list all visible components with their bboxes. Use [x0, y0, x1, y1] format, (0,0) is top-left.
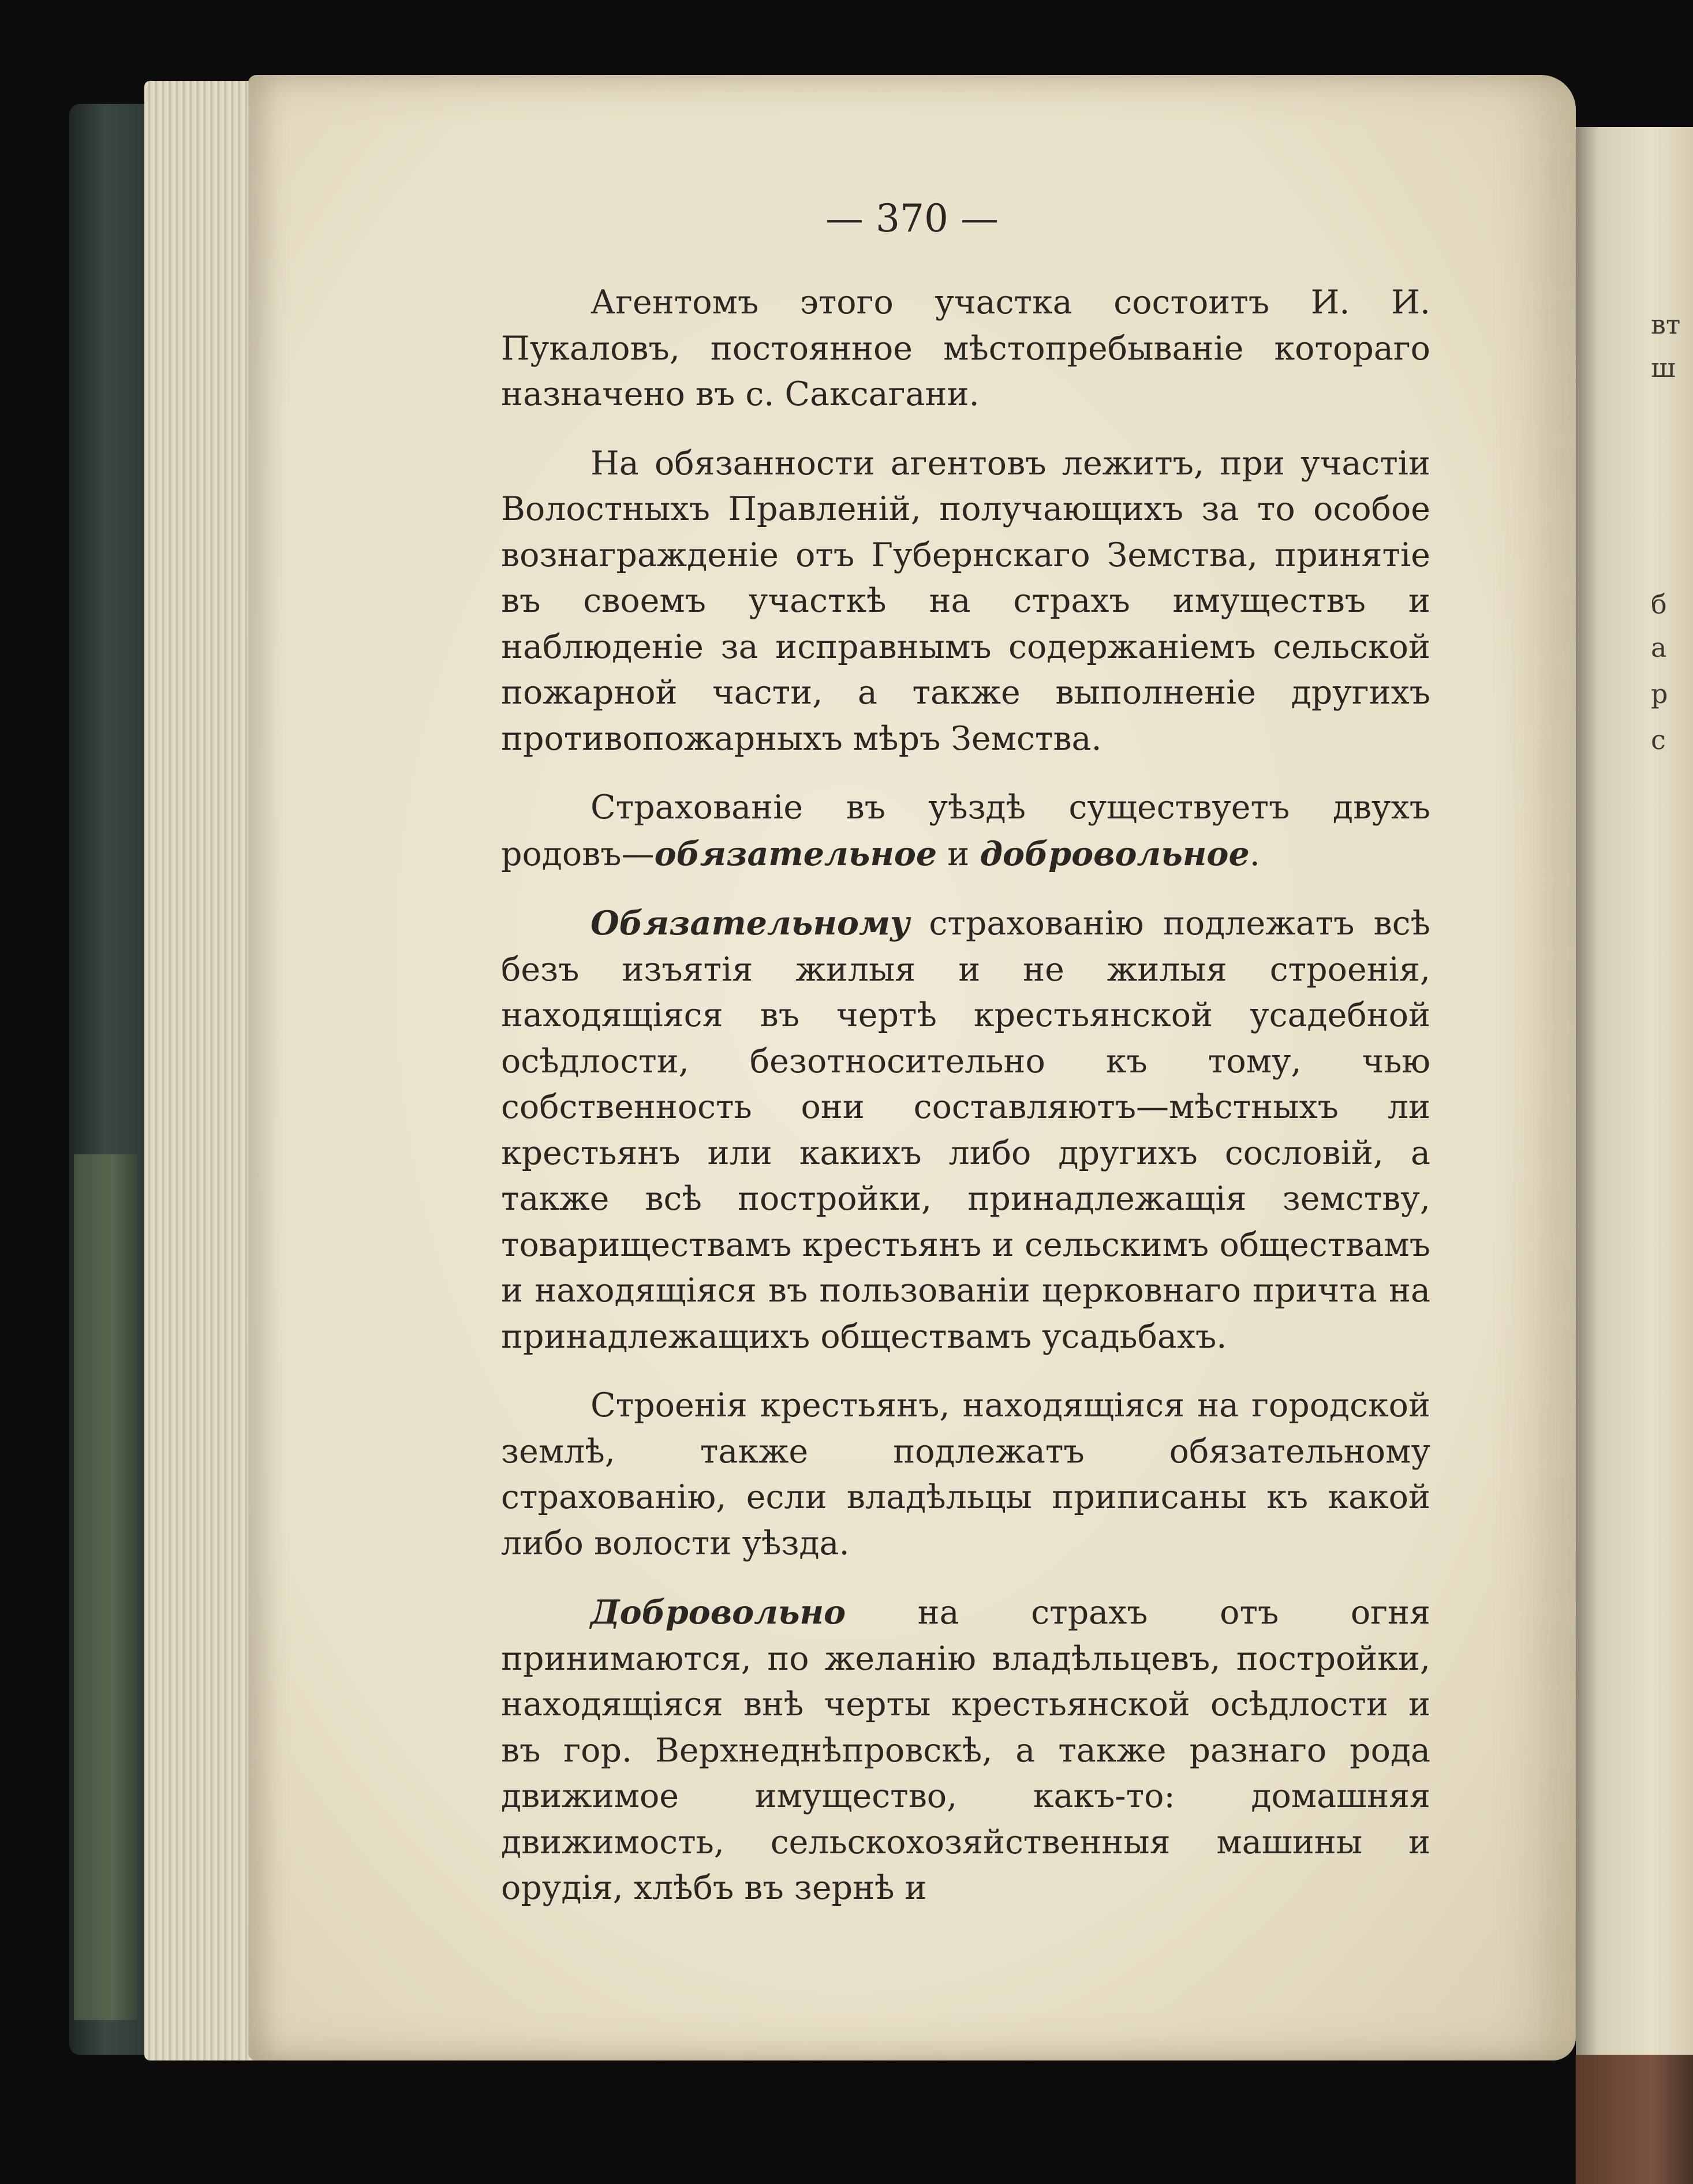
paragraph: На обязанности агентовъ лежитъ, при участіи Волостныхъ Правленій, получающихъ за то особое вознагражденіе отъ Губернскаго Земства, принятіе въ своемъ участкѣ на страхъ имуществъ и наблюденіе за исправнымъ содержаніемъ сельской пожарной части, а также выполненіе другихъ противопожарныхъ мѣръ Земства. — [501, 444, 1430, 758]
paragraph-text: страхованію подлежатъ всѣ безъ изъятія жилыя и не жилыя строенія, находящіяся въ чертѣ крестьянской усадебной осѣдлости, безотносительно къ тому, чью собственность они составляютъ—мѣстныхъ ли крестьянъ или какихъ либо другихъ сословій, а также всѣ постройки, принадлежащія земству, товариществамъ крестьянъ и сельскимъ обществамъ и находящіяся въ пользованіи церковнаго причта на принадлежащихъ обществамъ усадьбахъ. — [501, 904, 1430, 1356]
paragraph — [501, 900, 1430, 1360]
paragraph — [501, 1590, 1430, 1912]
facing-page-fragment: б — [1651, 589, 1667, 620]
facing-page-fragment: а — [1651, 632, 1667, 663]
emphasis-term: добровольное — [980, 834, 1250, 873]
paragraph: Строенія крестьянъ, находящіяся на городской землѣ, также подлежатъ обязательному страхованію, если владѣльцы приписаны къ какой либо волости уѣзда. — [501, 1386, 1430, 1562]
book-cover-edge — [74, 1154, 137, 2020]
page-body — [501, 280, 1430, 1935]
page-number: — 370 — — [825, 196, 999, 241]
facing-page — [1576, 127, 1693, 2136]
paragraph: Агентомъ этого участка состоитъ И. И. Пукаловъ, постоянное мѣстопребываніе котораго назначено въ с. Саксагани. — [501, 283, 1430, 413]
facing-page-fragment: вт — [1651, 309, 1681, 340]
facing-page-fragment: с — [1651, 724, 1666, 756]
paragraph-text: и — [937, 835, 980, 873]
facing-page-fragment: р — [1651, 678, 1668, 709]
paragraph-text: Страхованіе въ уѣздѣ существуетъ двухъ родовъ— — [501, 788, 1430, 873]
paragraph-text: на страхъ отъ огня принимаются, по желанію владѣльцевъ, постройки, находящіяся внѣ черты крестьянской осѣдлости и въ гор. Верхнеднѣпровскѣ, а также разнаго рода движимое имущество, какъ-то: домашняя движимость, сельскохозяйственныя машины и орудія, хлѣбъ въ зернѣ и — [501, 1594, 1430, 1907]
emphasis-term: обязательное — [654, 834, 937, 873]
facing-page-fragment: ш — [1651, 352, 1676, 383]
paragraph — [501, 785, 1430, 877]
paragraph-text: . — [1249, 835, 1260, 873]
emphasis-term: Добровольно — [591, 1593, 846, 1632]
facing-cover-edge — [1576, 2055, 1693, 2184]
emphasis-term: Обязательному — [591, 904, 910, 943]
